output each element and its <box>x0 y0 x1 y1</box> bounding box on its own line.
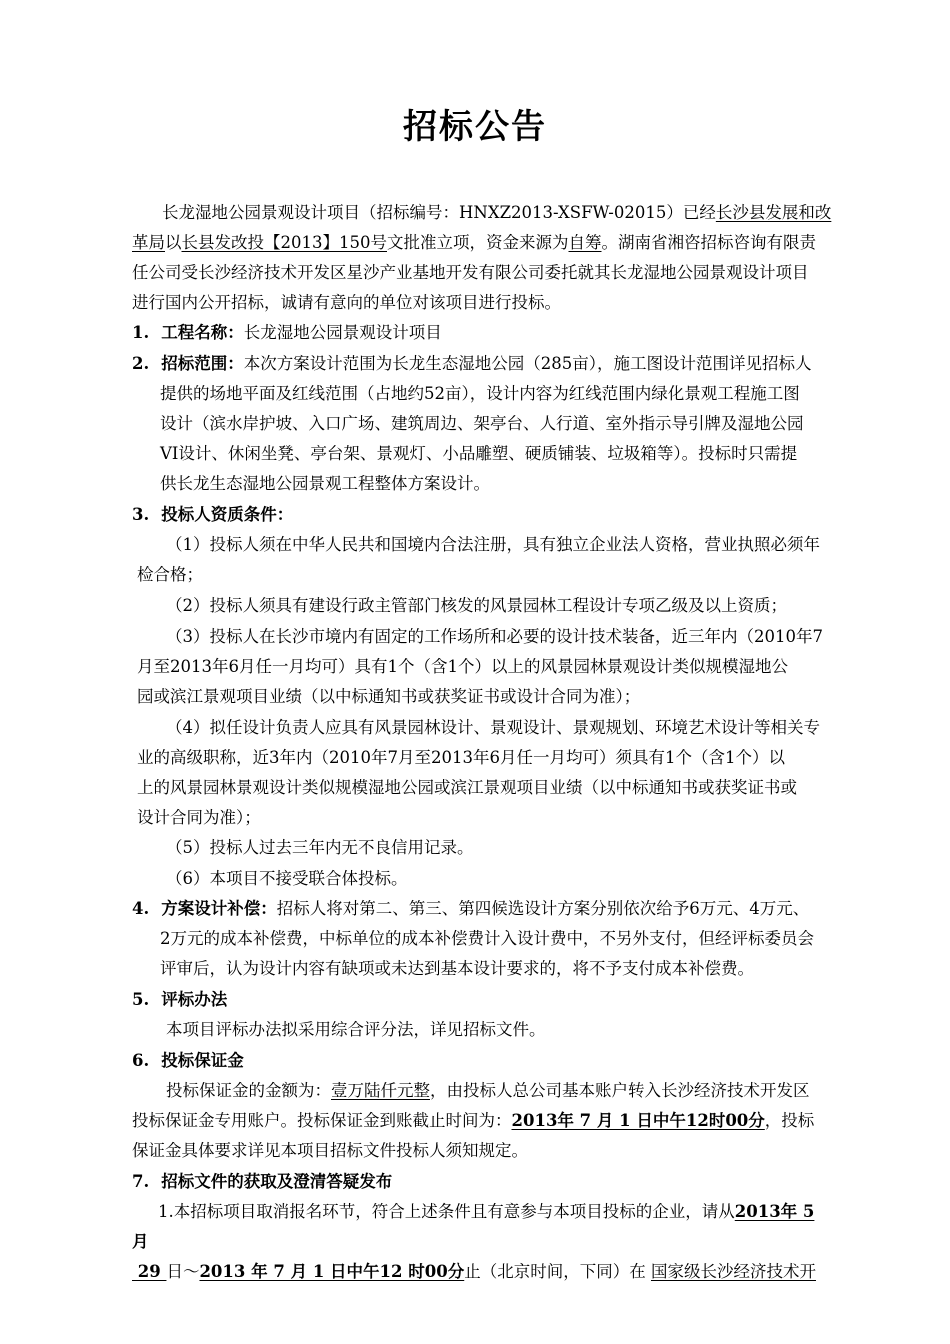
qualification-3-line-3: 园或滨江景观项目业绩（以中标通知书或获奖证书或设计合同为准）； <box>137 687 641 706</box>
section-text: 本次方案设计范围为长龙生态湿地公园（285亩），施工图设计范围详见招标人 <box>243 354 812 373</box>
qualification-3-line-1: （3）投标人在长沙市境内有固定的工作场所和必要的设计技术装备，近三年内（2010年7 <box>166 627 823 646</box>
intro-line-4: 进行国内公开招标，诚请有意向的单位对该项目进行投标。 <box>132 293 561 312</box>
section-2-line-2: 提供的场地平面及红线范围（占地约52亩），设计内容为红线范围内绿化景观工程施工图 <box>160 384 800 403</box>
intro-text: 文批准立项，资金来源为 <box>387 233 569 252</box>
document-acquisition-line-1 <box>158 1202 814 1222</box>
section-2 <box>132 354 811 374</box>
acquisition-text: 止（北京时间，下同）在 <box>464 1262 651 1281</box>
deposit-line-3: 保证金具体要求详见本项目招标文件投标人须知规定。 <box>132 1141 528 1160</box>
section-label: 招标文件的获取及澄清答疑发布 <box>161 1172 393 1191</box>
section-2-line-4: VI设计、休闲坐凳、亭台架、景观灯、小品雕塑、硬质铺装、垃圾箱等）。投标时只需提 <box>160 444 798 463</box>
qualification-4-line-1: （4）拟任设计负责人应具有风景园林设计、景观设计、景观规划、环境艺术设计等相关专 <box>166 718 820 737</box>
section-number: 6. <box>132 1051 150 1070</box>
section-7 <box>132 1172 392 1192</box>
section-label: 投标人资质条件： <box>161 505 294 524</box>
document-acquisition-line-3 <box>132 1262 816 1282</box>
section-number: 4. <box>132 899 150 918</box>
deposit-text: 投标保证金的金额为： <box>166 1081 331 1100</box>
section-label: 评标办法 <box>161 990 228 1009</box>
deposit-line-2 <box>132 1111 814 1131</box>
qualification-3-line-2: 月至2013年6月任一月均可）具有1个（含1个）以上的风景园林景观设计类似规模湿地公 <box>137 657 788 676</box>
deposit-line-1 <box>166 1081 810 1101</box>
deposit-text: ，由投标人总公司基本账户转入长沙经济技术开发区 <box>430 1081 810 1100</box>
section-3 <box>132 505 293 525</box>
section-label: 投标保证金 <box>161 1051 244 1070</box>
section-number: 2. <box>132 354 150 373</box>
section-number: 7. <box>132 1172 150 1191</box>
project-name: 长龙湿地公园景观设计项目 <box>243 323 442 342</box>
document-title: 招标公告 <box>403 107 547 147</box>
section-2-line-5: 供长龙生态湿地公园景观工程整体方案设计。 <box>160 474 490 493</box>
section-label: 招标范围： <box>161 354 244 373</box>
section-number: 5. <box>132 990 150 1009</box>
qualification-2: （2）投标人须具有建设行政主管部门核发的风景园林工程设计专项乙级及以上资质； <box>166 596 787 615</box>
qualification-1-line-1: （1）投标人须在中华人民共和国境内合法注册，具有独立企业法人资格，营业执照必须年 <box>166 535 820 554</box>
qualification-6: （6）本项目不接受联合体投标。 <box>166 869 408 888</box>
intro-line-2 <box>132 233 816 253</box>
acquisition-location: 国家级长沙经济技术开 <box>650 1262 816 1281</box>
deposit-text: 投标保证金专用账户。投标保证金到账截止时间为： <box>132 1111 512 1130</box>
qualification-5: （5）投标人过去三年内无不良信用记录。 <box>166 838 474 857</box>
funding-source: 自筹 <box>568 233 602 252</box>
acquisition-text: 日～ <box>166 1262 200 1281</box>
section-5 <box>132 990 227 1010</box>
qualification-4-line-3: 上的风景园林景观设计类似规模湿地公园或滨江景观项目业绩（以中标通知书或获奖证书或 <box>137 778 797 797</box>
section-text: 招标人将对第二、第三、第四候选设计方案分别依次给予6万元、4万元、 <box>276 899 810 918</box>
approval-agency-part2: 革局 <box>132 233 165 252</box>
start-date-part2: 月 <box>132 1232 149 1251</box>
section-4-line-2: 2万元的成本补偿费，中标单位的成本补偿费计入设计费中，不另外支付，但经评标委员会 <box>160 929 814 948</box>
approval-agency-part1: 长沙县发展和改 <box>715 203 832 222</box>
section-number: 1. <box>132 323 150 342</box>
section-number: 3. <box>132 505 150 524</box>
approval-document-number: 长县发改投【2013】150号 <box>181 233 387 252</box>
section-1 <box>132 323 442 343</box>
intro-line-1 <box>162 203 831 223</box>
end-date: 2013 年 7 月 1 日中午12 时00分 <box>199 1262 465 1281</box>
section-4-line-3: 评审后，认为设计内容有缺项或未达到基本设计要求的，将不予支付成本补偿费。 <box>160 959 754 978</box>
evaluation-method: 本项目评标办法拟采用综合评分法，详见招标文件。 <box>166 1020 546 1039</box>
acquisition-text: 1.本招标项目取消报名环节，符合上述条件且有意参与本项目投标的企业，请从 <box>158 1202 735 1221</box>
start-day: 29 <box>132 1262 167 1281</box>
section-4 <box>132 899 809 919</box>
deposit-amount: 壹万陆仟元整 <box>331 1081 430 1100</box>
section-6 <box>132 1051 244 1071</box>
qualification-4-line-2: 业的高级职称，近3年内（2010年7月至2013年6月任一月均可）须具有1个（含1个）以 <box>137 748 785 767</box>
qualification-4-line-4: 设计合同为准）； <box>137 808 261 827</box>
intro-text: 。湖南省湘咨招标咨询有限责 <box>601 233 816 252</box>
deposit-deadline: 2013年 7 月 1 日中午12时00分 <box>511 1111 765 1130</box>
deposit-text: ，投标 <box>764 1111 815 1130</box>
start-date-part1: 2013年 5 <box>734 1202 815 1221</box>
intro-text: 以 <box>165 233 182 252</box>
section-2-line-3: 设计（滨水岸护坡、入口广场、建筑周边、架亭台、人行道、室外指示导引牌及湿地公园 <box>160 414 804 433</box>
intro-text: 长龙湿地公园景观设计项目（招标编号：HNXZ2013-XSFW-02015）已经 <box>162 203 716 222</box>
qualification-1-line-2: 检合格； <box>137 565 203 584</box>
section-label: 方案设计补偿： <box>161 899 277 918</box>
section-label: 工程名称： <box>161 323 244 342</box>
intro-line-3: 任公司受长沙经济技术开发区星沙产业基地开发有限公司委托就其长龙湿地公园景观设计项目 <box>132 263 809 282</box>
